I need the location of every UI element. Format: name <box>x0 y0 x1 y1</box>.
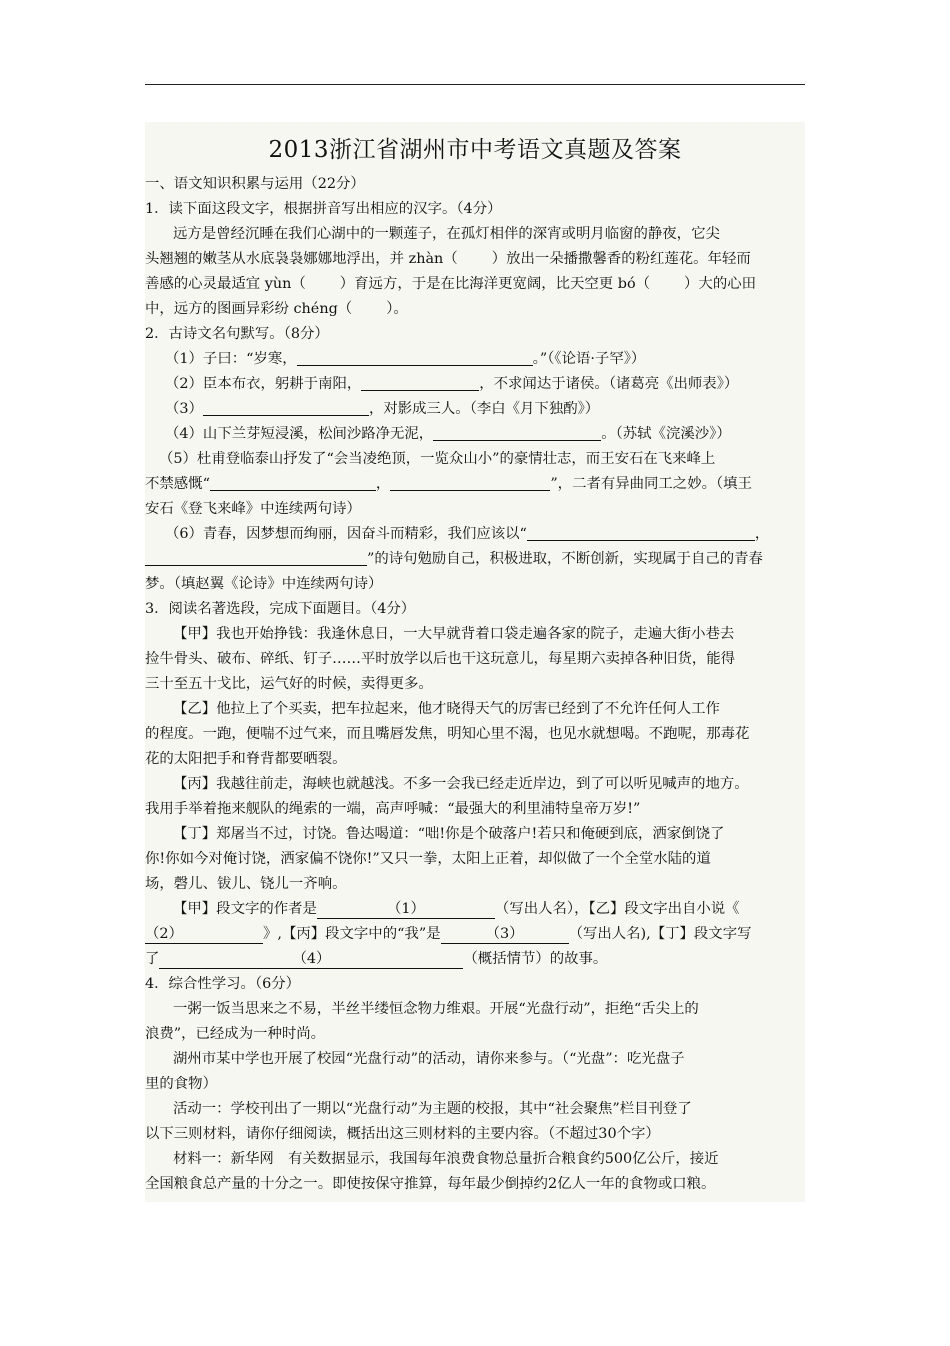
question-3-prompt: 了 （4） （概括情节）的故事。 <box>145 951 608 967</box>
question-4-text: 湖州市某中学也开展了校园“光盘行动”的活动，请你来参与。（“光盘”：吃光盘子 <box>173 1051 685 1067</box>
passage-ding: 场，磬儿、钹儿、铙儿一齐响。 <box>145 876 347 892</box>
question-2-item-1: （1）子曰：“岁寒， 。”（《论语·子罕》） <box>165 351 646 367</box>
activity-1: 活动一：学校刊出了一期以“光盘行动”为主题的校报，其中“社会聚焦”栏目刊登了 <box>173 1101 692 1117</box>
answer-blank-3: （3） <box>441 925 569 944</box>
answer-blank-4: （4） <box>159 950 463 969</box>
question-4-text: 里的食物） <box>145 1076 217 1092</box>
passage-yi: 花的太阳把手和脊背都要晒裂。 <box>145 751 347 767</box>
passage-jia: 三十至五十戈比，运气好的时候，卖得更多。 <box>145 676 433 692</box>
question-3-stem: 3．阅读名著选段，完成下面题目。（4分） <box>145 601 416 617</box>
question-4-stem: 4．综合性学习。（6分） <box>145 976 301 992</box>
passage-bing: 【丙】我越往前走，海峡也就越浅。不多一会我已经走近岸边，到了可以听见喊声的地方。 <box>173 776 749 792</box>
question-2-item-5: （5）杜甫登临泰山抒发了“会当凌绝顶，一览众山小”的豪情壮志，而王安石在飞来峰上 <box>159 451 716 467</box>
question-2-item-6: ”的诗句勉励自己，积极进取，不断创新，实现属于自己的青春 <box>145 547 805 572</box>
question-4-text: 一粥一饭当思来之不易，半丝半缕恒念物力维艰。开展“光盘行动”，拒绝“舌尖上的 <box>173 1001 699 1017</box>
material-1: 材料一：新华网 有关数据显示，我国每年浪费食物总量折合粮食约500亿公斤，接近 <box>173 1151 719 1167</box>
question-1-text: 头翘翘的嫩茎从水底袅袅娜娜地浮出，并 zhàn（ ）放出一朵播撒馨香的粉红莲花。年轻而 <box>145 251 751 267</box>
question-2-item-6: 梦。（填赵翼《论诗》中连续两句诗） <box>145 576 383 592</box>
document-body <box>145 122 805 1202</box>
question-1-stem: 1．读下面这段文字，根据拼音写出相应的汉字。（4分） <box>145 201 502 217</box>
material-1: 全国粮食总产量的十分之一。即使按保守推算，每年最少倒掉约2亿人一年的食物或口粮。 <box>145 1176 716 1192</box>
passage-yi: 【乙】他拉上了个买卖，把车拉起来，他才晓得天气的厉害已经到了不允许任何人工作 <box>173 701 720 717</box>
question-2-item-3: （3） ，对影成三人。（李白《月下独酌》） <box>165 401 600 417</box>
question-2-item-6: （6）青春，因梦想而绚丽，因奋斗而精彩，我们应该以“ ， <box>165 526 770 542</box>
document-title: 2013浙江省湖州市中考语文真题及答案 <box>268 137 682 163</box>
header-rule <box>145 84 805 85</box>
section-heading: 一、语文知识积累与运用（22分） <box>145 176 365 192</box>
passage-ding: 你!你如今对俺讨饶，洒家偏不饶你!”又只一拳，太阳上正着，却似做了一个全堂水陆的道 <box>145 851 711 867</box>
passage-ding: 【丁】郑屠当不过，讨饶。鲁达喝道：“咄!你是个破落户!若只和俺硬到底，洒家倒饶了 <box>173 826 725 842</box>
question-1-text: 善感的心灵最适宜 yùn（ ）育远方，于是在比海洋更宽阔，比天空更 bó（ ）大的心田 <box>145 276 756 292</box>
question-2-item-5: 不禁感慨“ ， ”，二者有异曲同工之妙。（填王 <box>145 476 752 492</box>
question-1-text: 远方是曾经沉睡在我们心湖中的一颗莲子，在孤灯相伴的深宵或明月临窗的静夜，它尖 <box>173 226 720 242</box>
question-3-prompt: 【甲】段文字的作者是 （1） （写出人名），【乙】段文字出自小说《 <box>173 901 740 917</box>
passage-jia: 捡牛骨头、破布、碎纸、钉子……平时放学以后也干这玩意儿，每星期六卖掉各种旧货，能得 <box>145 651 736 667</box>
answer-blank-1: （1） <box>317 900 495 919</box>
answer-blank-2: （2） <box>145 925 263 944</box>
question-3-prompt: （2） 》,【丙】段文字中的“我”是 （3） （写出人名),【丁】段文字写 <box>145 926 752 942</box>
passage-jia: 【甲】我也开始挣钱：我逢休息日，一大早就背着口袋走遍各家的院子，走遍大街小巷去 <box>173 626 735 642</box>
question-2-stem: 2．古诗文名句默写。（8分） <box>145 326 329 342</box>
question-2-item-5: 安石《登飞来峰》中连续两句诗） <box>145 501 361 517</box>
question-2-item-4: （4）山下兰芽短浸溪，松间沙路净无泥， 。（苏轼《浣溪沙》） <box>165 426 731 442</box>
question-1-text: 中，远方的图画异彩纷 chéng（ ）。 <box>145 301 408 317</box>
activity-1: 以下三则材料，请你仔细阅读，概括出这三则材料的主要内容。（不超过30个字） <box>145 1126 660 1142</box>
passage-yi: 的程度。一跑，便喘不过气来，而且嘴唇发焦，明知心里不渴，也见水就想喝。不跑呢，那毒花 <box>145 726 750 742</box>
passage-bing: 我用手举着拖来舰队的绳索的一端，高声呼喊：“最强大的利里浦特皇帝万岁!” <box>145 801 641 817</box>
question-2-item-2: （2）臣本布衣，躬耕于南阳， ，不求闻达于诸侯。（诸葛亮《出师表》） <box>165 376 739 392</box>
question-4-text: 浪费”，已经成为一种时尚。 <box>145 1026 326 1042</box>
